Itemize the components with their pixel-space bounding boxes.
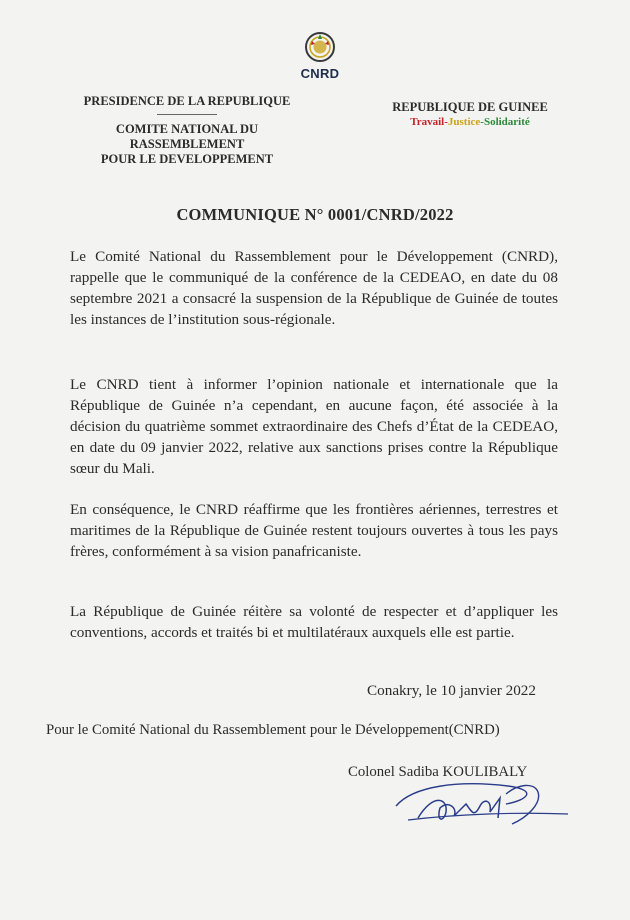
paragraph-2: Le CNRD tient à informer l’opinion nationale et internationale que la République de Guinée n’a cependant, en aucune façon, été associée à la décision du quatrième sommet extraordinaire des Chefs d’État de la CEDEAO, en date du 09 janvier 2022, relative aux sanctions prises contre la République sœur du Mali. [70,376,558,477]
motto-work: Travail [410,116,445,128]
motto-solidarity: Solidarité [483,116,530,128]
paragraph-4: La République de Guinée réitère sa volonté de respecter et d’appliquer les conventions, accords et traités bi et multilatéraux auxquels elle est partie. [70,603,558,641]
motto-justice: Justice [447,116,481,128]
motto-separator: - [444,116,448,128]
committee-line-1: COMITE NATIONAL DU [115,122,259,136]
header-divider [157,114,217,115]
presidency-label: PRESIDENCE DE LA REPUBLIQUE [83,94,291,108]
committee-line-3: POUR LE DEVELOPPEMENT [100,152,274,166]
logo-text: CNRD [300,66,340,81]
place-and-date: Conakry, le 10 janvier 2022 [367,682,536,699]
communique-title: COMMUNIQUE N° 0001/CNRD/2022 [176,205,454,224]
on-behalf-line: Pour le Comité National du Rassemblement pour le Développement(CNRD) [46,722,500,738]
cnrd-logo [290,30,350,92]
issuer-header [62,94,312,167]
paragraph-1: Le Comité National du Rassemblement pour le Développement (CNRD), rappelle que le communiqué de la conférence de la CEDEAO, en date du 08 septembre 2021 a consacré la suspension de la République de Guinée de toutes les instances de l’institution sous-régionale. [70,248,558,328]
national-motto [380,115,560,130]
country-label: REPUBLIQUE DE GUINEE [392,100,548,114]
emblem-icon [303,30,337,64]
signatory-name: Colonel Sadiba KOULIBALY [348,764,528,780]
committee-line-2: RASSEMBLEMENT [129,137,245,151]
handwritten-signature [388,778,578,838]
motto-separator: - [480,116,484,128]
country-header [380,100,560,130]
paragraph-3: En conséquence, le CNRD réaffirme que les frontières aériennes, terrestres et maritimes de la République de Guinée restent toujours ouvertes à tous les pays frères, conformément à sa vision panafricaniste. [70,501,558,560]
